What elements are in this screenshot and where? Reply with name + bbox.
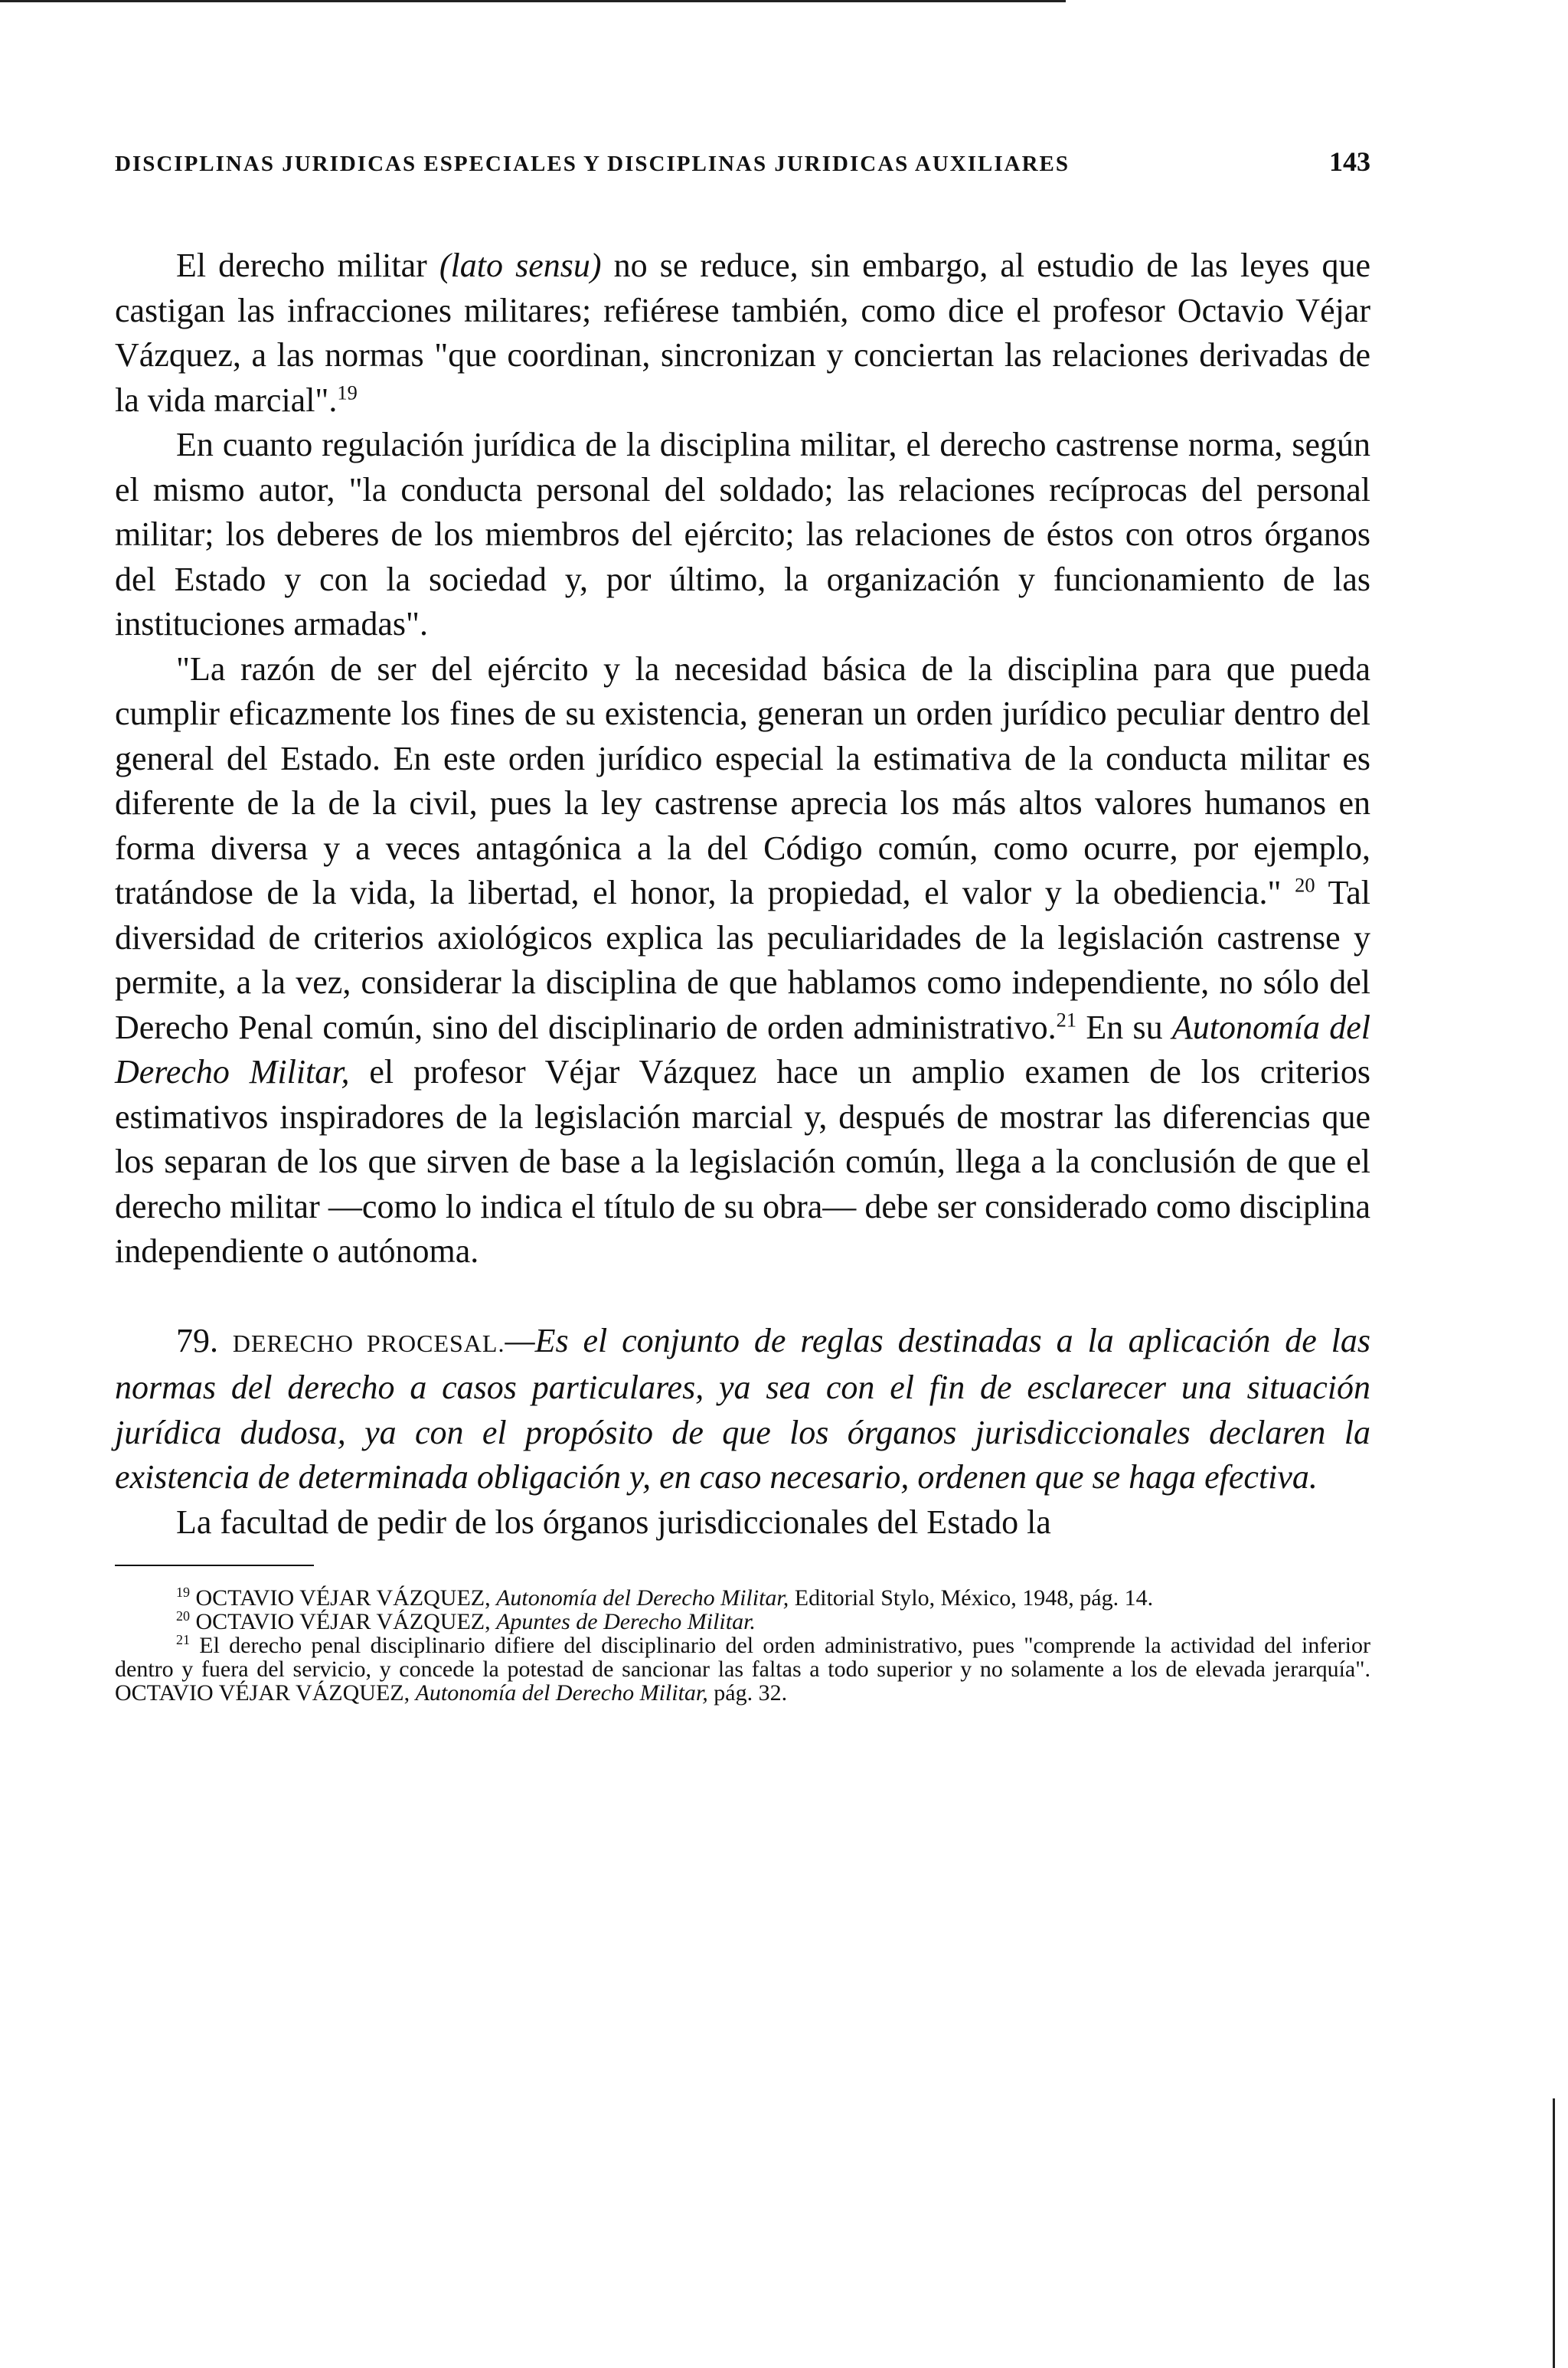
page-number: 143 xyxy=(1329,146,1370,177)
footnote-author: OCTAVIO VÉJAR VÁZQUEZ, xyxy=(115,1680,410,1706)
footnote-number: 21 xyxy=(176,1632,190,1647)
footnotes xyxy=(115,1586,1370,1705)
body-paragraph xyxy=(115,244,1370,423)
body-paragraph xyxy=(115,1500,1370,1545)
footnote-text: El derecho penal disciplinario difiere del disciplinario del orden administrativo, pues "comprende la actividad del inferior dentro y fuera del servicio, y concede la potestad de sancionar las faltas a todo superior y no solamente a los de elevada jerarquía". xyxy=(115,1633,1371,1682)
footnote-reference: 19 xyxy=(337,380,358,404)
paragraph-text: El derecho militar xyxy=(176,247,439,284)
section-paragraph xyxy=(115,1319,1370,1500)
section-number: 79. xyxy=(176,1321,218,1359)
italic-term: (lato sensu) xyxy=(439,247,602,284)
footnote-author: OCTAVIO VÉJAR VÁZQUEZ, xyxy=(195,1609,491,1634)
italic-book-title: Autonomía del Derecho Militar, xyxy=(115,1008,1371,1091)
footnote-text: Editorial Stylo, México, 1948, pág. 14. xyxy=(789,1585,1154,1611)
paragraph-text: La facultad de pedir de los órganos jurisdiccionales del Estado la xyxy=(176,1503,1051,1541)
footnote xyxy=(115,1586,1370,1610)
body-paragraph xyxy=(115,647,1370,1274)
scan-border-line xyxy=(0,0,1066,2)
paragraph-text: En cuanto regulación jurídica de la disciplina militar, el derecho castrense norma, según el mismo autor, "la conducta personal del soldado; las relaciones recíprocas del personal militar; los deberes de los miembros del ejército; las relaciones de éstos con otros órganos del Estado y con la sociedad y, por último, la organización y funcionamiento de las instituciones armadas". xyxy=(115,426,1370,643)
footnote-number: 20 xyxy=(176,1608,190,1624)
footnote-title: Autonomía del Derecho Militar, xyxy=(496,1585,789,1611)
paragraph-text: "La razón de ser del ejército y la necesidad básica de la disciplina para que pueda cumplir eficazmente los fines de su existencia, generan un orden jurídico peculiar dentro del general del Estado. En este orden jurídico especial la estimativa de la conducta militar es diferente de la de la civil, pues la ley castrense aprecia los más altos valores humanos en forma diversa y a veces antagónica a la del Código común, como ocurre, por ejemplo, tratándose de la vida, la libertad, el honor, la propiedad, el valor y la obediencia." xyxy=(115,649,1370,911)
running-head xyxy=(115,146,1370,199)
paragraph-text: el profesor Véjar Vázquez hace un amplio examen de los criterios estimativos inspiradores de la legislación marcial y, después de mostrar las diferencias que los separan de los que sirven de base a la legislación común, llega a la conclusión de que el derecho militar —como lo indica el título de su obra— debe ser considerado como disciplina independiente o autónoma. xyxy=(115,1053,1370,1270)
body-paragraph xyxy=(115,423,1370,647)
scan-border-line-right xyxy=(1553,2098,1555,2368)
section-heading: DERECHO PROCESAL. xyxy=(232,1329,505,1357)
footnote xyxy=(115,1610,1370,1634)
running-head-title: DISCIPLINAS JURIDICAS ESPECIALES Y DISCIPLINAS JURIDICAS AUXILIARES xyxy=(115,152,1070,176)
book-page xyxy=(115,146,1370,1705)
section-definition: —Es el conjunto de reglas destinadas a la aplicación de las normas del derecho a casos particulares, ya sea con el fin de esclarecer una situación jurídica dudosa, ya con el propósito de que los órganos jurisdiccionales declaren la existencia de determinada obligación y, en caso necesario, ordenen que se haga efectiva. xyxy=(115,1321,1371,1496)
footnote-separator xyxy=(115,1565,314,1566)
footnote-reference: 21 xyxy=(1056,1007,1077,1031)
footnote-text: pág. 32. xyxy=(707,1680,788,1706)
footnote-title: Apuntes de Derecho Militar. xyxy=(496,1609,756,1634)
footnote-title: Autonomía del Derecho Militar, xyxy=(415,1680,708,1706)
footnote-author: OCTAVIO VÉJAR VÁZQUEZ, xyxy=(195,1585,491,1611)
footnote xyxy=(115,1634,1370,1705)
paragraph-text: En su xyxy=(1076,1008,1172,1046)
paragraph-text: no se reduce, sin embargo, al estudio de las leyes que castigan las infracciones militares; refiérese también, como dice el profesor Octavio Véjar Vázquez, a las normas "que coordinan, sincronizan y conciertan las relaciones derivadas de la vida marcial". xyxy=(115,247,1371,419)
footnote-number: 19 xyxy=(176,1585,190,1600)
footnote-reference: 20 xyxy=(1295,873,1315,897)
paragraph-text: Tal diversidad de criterios axiológicos explica las peculiaridades de la legislación castrense y permite, a la vez, considerar la disciplina de que hablamos como independiente, no sólo del Derecho Penal común, sino del disciplinario de orden administrativo. xyxy=(115,874,1371,1046)
